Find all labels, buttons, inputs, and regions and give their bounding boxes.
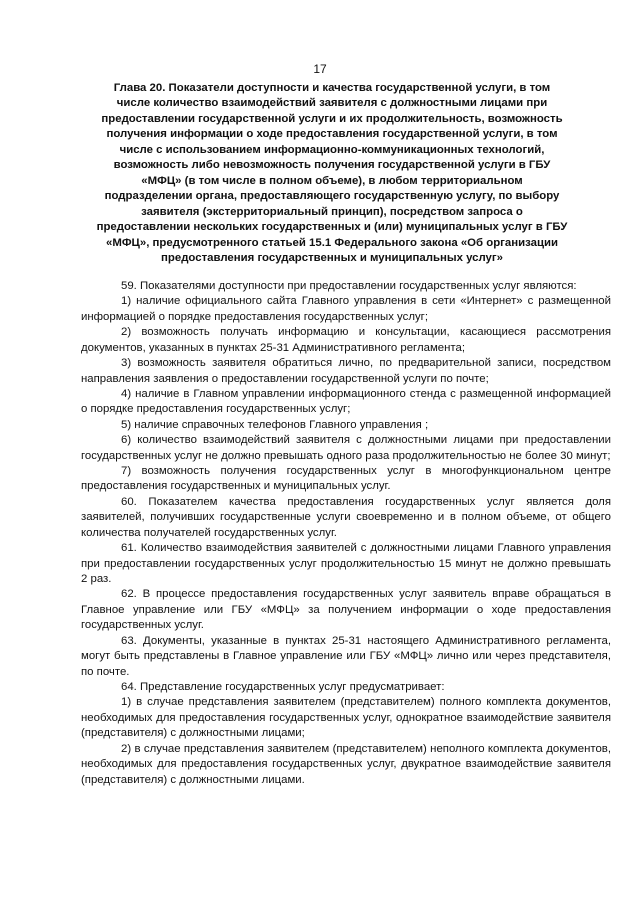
paragraph-59-item-4: 4) наличие в Главном управлении информационного стенда с размещенной информацией о порядке предоставления государственных услуг; <box>81 387 611 416</box>
heading-line: возможность либо невозможность получения государственной услуги в ГБУ <box>113 159 551 172</box>
chapter-heading <box>90 81 574 266</box>
heading-line: подразделении органа, предоставляющего государственную услугу, по выбору <box>104 190 560 203</box>
page-number: 17 <box>313 62 327 76</box>
heading-line: «МФЦ» (в том числе в полном объеме), в любом территориальном <box>141 174 523 187</box>
heading-line: числе с использованием информационно-коммуникационных технологий, <box>119 143 545 156</box>
paragraph-62: 62. В процессе предоставления государственных услуг заявитель вправе обращаться в Главное управление или ГБУ «МФЦ» за получением информации о ходе предоставления государственных услуг. <box>81 588 611 632</box>
heading-line: предоставлении государственной услуги и их продолжительность, возможность <box>101 112 563 125</box>
document-body <box>81 279 611 788</box>
heading-line: числе количество взаимодействий заявителя с должностными лицами при <box>116 97 548 110</box>
heading-line: «МФЦ», предусмотренного статьей 15.1 Федерального закона «Об организации <box>106 236 558 249</box>
heading-line: предоставления государственных и муниципальных услуг» <box>161 251 503 264</box>
paragraph-63: 63. Документы, указанные в пунктах 25-31 настоящего Административного регламента, могут быть представлены в Главное управление или ГБУ «МФЦ» лично или через представителя, по почте. <box>81 634 611 678</box>
paragraph-61: 61. Количество взаимодействия заявителей с должностными лицами Главного управления при предоставлении государственных услуг продолжительностью 15 минут не должно превышать 2 раз. <box>81 542 611 586</box>
paragraph-59-item-1: 1) наличие официального сайта Главного управления в сети «Интернет» с размещенной информацией о порядке предоставления государственных услуг; <box>81 295 611 323</box>
heading-line: предоставлении нескольких государственных и (или) муниципальных услуг в ГБУ <box>96 221 568 234</box>
paragraph-59-item-6: 6) количество взаимодействий заявителя с должностными лицами при предоставлении государственных услуг не должно превышать одного раза продолжительностью не более 30 минут; <box>81 434 611 462</box>
paragraph-59-item-3: 3) возможность заявителя обратиться лично, по предварительной записи, посредством направления заявления о предоставлении государственной услуги по почте; <box>81 357 611 385</box>
paragraph-59-item-7: 7) возможность получения государственных услуг в многофункциональном центре предоставления государственных и муниципальных услуг. <box>81 465 611 493</box>
paragraph-64: 64. Представление государственных услуг предусматривает: <box>121 680 445 693</box>
heading-line: Глава 20. Показатели доступности и качества государственной услуги, в том <box>113 82 551 94</box>
paragraph-60: 60. Показателем качества предоставления государственных услуг является доля заявителей, получивших государственные услуги своевременно и в полном объеме, от общего количества получателей государственных услуг. <box>81 495 611 539</box>
paragraph-64-item-1: 1) в случае представления заявителем (представителем) полного комплекта документов, необходимых для предоставления государственных услуг, однократное взаимодействие заявителя (представителя) с должностными лицами; <box>81 696 611 740</box>
paragraph-59: 59. Показателями доступности при предоставлении государственных услуг являются: <box>121 280 577 292</box>
heading-line: получения информации о ходе предоставления государственной услуги, в том <box>106 128 558 141</box>
paragraph-59-item-5: 5) наличие справочных телефонов Главного управления ; <box>121 418 429 431</box>
paragraph-59-item-2: 2) возможность получать информацию и консультации, касающиеся рассмотрения документов, указанных в пунктах 25-31 Административного регламента; <box>81 326 611 354</box>
paragraph-64-item-2: 2) в случае представления заявителем (представителем) неполного комплекта документов, необходимых для предоставления государственных услуг, двукратное взаимодействие заявителя (представителя) с должностными лицами. <box>81 742 611 786</box>
heading-line: заявителя (экстерриториальный принцип), посредством запроса о <box>141 205 523 218</box>
